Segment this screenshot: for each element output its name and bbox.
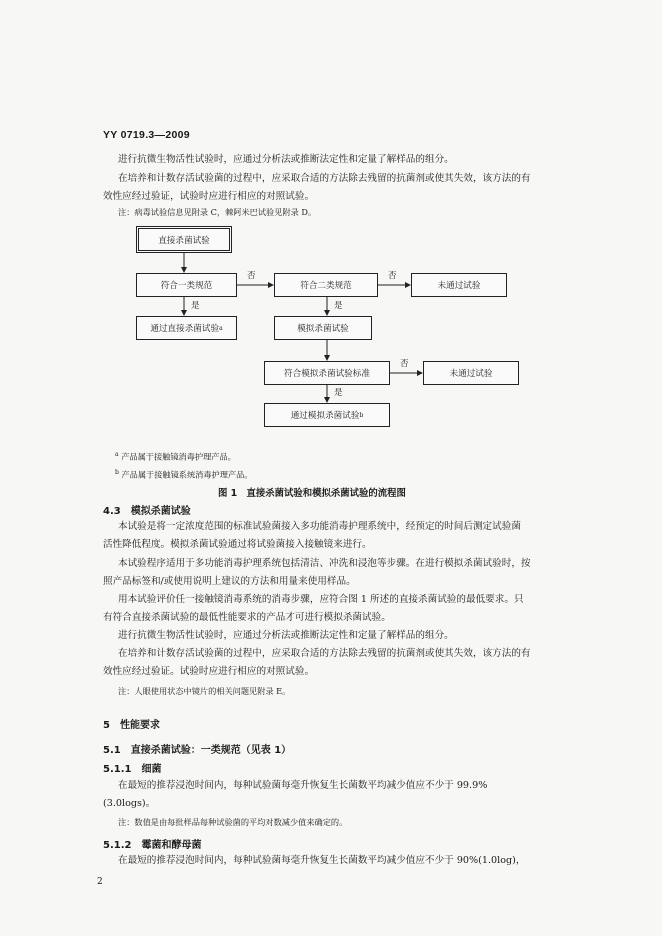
s43-line-8: 在培养和计数存活试验菌的过程中，应采取合适的方法除去残留的抗菌剂或使其失效，该方法的有	[118, 648, 531, 659]
footnote-b-text: 产品属于接触镜系统消毒护理产品。	[121, 469, 253, 480]
document-number: YY 0719.3—2009	[103, 129, 190, 141]
flow-pass2-text: 通过模拟杀菌试验	[290, 411, 360, 421]
section-5-1-title: 5.1 直接杀菌试验：一类规范（见表 1）	[103, 745, 292, 756]
flow-fail1-box: 未通过试验	[411, 273, 507, 297]
flow-no-label-2: 否	[388, 271, 397, 281]
s43-line-2: 活性降低程度。模拟杀菌试验通过将试验菌接入接触镜来进行。	[103, 539, 372, 550]
s512-line-1: 在最短的推荐浸泡时间内，每种试验菌每毫升恢复生长菌数平均减少值应不少于 90%(1.0log)，	[118, 855, 526, 866]
intro-line-3: 效性应经过验证，试验时应进行相应的对照试验。	[103, 191, 315, 202]
intro-note: 注：病毒试验信息见附录 C，棘阿米巴试验见附录 D。	[118, 207, 317, 217]
footnote-a-text: 产品属于接触镜消毒护理产品。	[121, 451, 236, 462]
section-5-1-1-title: 5.1.1 细菌	[103, 764, 162, 775]
flow-yes-label-3: 是	[334, 388, 343, 398]
flow-yes-label-2: 是	[334, 301, 343, 311]
flow-pass2-sup: b	[359, 411, 364, 419]
flow-pass1-sup: a	[219, 324, 223, 332]
footnote-a-mark: a	[115, 451, 119, 458]
footnote-b	[115, 469, 252, 481]
flow-cond3-box: 符合模拟杀菌试验标准	[264, 361, 390, 385]
s43-line-7: 进行抗微生物活性试验时，应通过分析法或推断法定性和定量了解样品的组分。	[118, 630, 454, 641]
section-5-1-2-title: 5.1.2 霉菌和酵母菌	[103, 840, 202, 851]
flow-yes-label-1: 是	[191, 301, 200, 311]
section-4-3-title: 4.3 模拟杀菌试验	[103, 506, 191, 517]
s511-line-2: (3.0logs)。	[103, 798, 156, 809]
flow-pass1-box	[136, 316, 237, 340]
section-5-title: 5 性能要求	[103, 720, 160, 731]
flow-cond2-box: 符合二类规范	[274, 273, 378, 297]
intro-line-2: 在培养和计数存活试验菌的过程中，应采取合适的方法除去残留的抗菌剂或使其失效，该方法的有	[118, 173, 531, 184]
figure-caption: 图 1 直接杀菌试验和模拟杀菌试验的流程图	[218, 488, 406, 499]
flow-pass1-text: 通过直接杀菌试验	[150, 324, 220, 334]
s43-line-4: 照产品标签和/或使用说明上建议的方法和用量来使用样品。	[103, 576, 356, 587]
intro-line-1: 进行抗微生物活性试验时，应通过分析法或推断法定性和定量了解样品的组分。	[118, 154, 454, 165]
flow-sim-box: 模拟杀菌试验	[274, 316, 372, 340]
flow-pass2-box	[264, 403, 390, 427]
s43-line-6: 有符合直接杀菌试验的最低性能要求的产品才可进行模拟杀菌试验。	[103, 612, 391, 623]
s43-line-5: 用本试验评价任一接触镜消毒系统的消毒步骤，应符合图 1 所述的直接杀菌试验的最低要求。只	[118, 594, 524, 605]
s43-note: 注：人眼使用状态中镜片的相关问题见附录 E。	[118, 686, 291, 696]
footnote-a	[115, 451, 236, 463]
s43-line-9: 效性应经过验证。试验时应进行相应的对照试验。	[103, 666, 315, 677]
s43-line-1: 本试验是将一定浓度范围的标准试验菌接入多功能消毒护理系统中，经预定的时间后测定试验菌	[118, 521, 521, 532]
footnote-b-mark: b	[115, 469, 119, 476]
flow-no-label-1: 否	[247, 271, 256, 281]
flow-start-box: 直接杀菌试验	[136, 226, 232, 253]
flow-fail2-box: 未通过试验	[423, 361, 519, 385]
page-number: 2	[97, 877, 103, 887]
flow-no-label-3: 否	[400, 359, 409, 369]
s511-note: 注：数值是由每批样品每种试验菌的平均对数减少值来确定的。	[118, 817, 348, 827]
flow-cond1-box: 符合一类规范	[136, 273, 237, 297]
s43-line-3: 本试验程序适用于多功能消毒护理系统包括清洁、冲洗和浸泡等步骤。在进行模拟杀菌试验时，按	[118, 558, 531, 569]
s511-line-1: 在最短的推荐浸泡时间内，每种试验菌每毫升恢复生长菌数平均减少值应不少于 99.9%	[118, 780, 488, 791]
